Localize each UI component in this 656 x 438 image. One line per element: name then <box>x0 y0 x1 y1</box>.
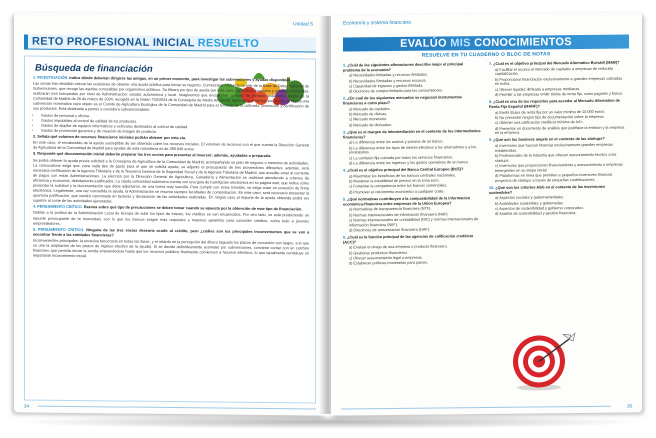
quiz-question <box>343 129 481 166</box>
answer-option: b) Profesionales de la industria que ofrecen asesoramiento técnico a las startups. <box>495 152 617 163</box>
question-text: ¿Qué son los criterios ASG en el contexto de las inversiones sostenibles? <box>489 184 606 195</box>
answer-option: b) Necesidades ilimitadas y recursos escasos. <box>349 78 427 84</box>
answer-option: c) Normas internacionales de contabilidad (NIC) y normas internacionales de información financiera (NIIF). <box>349 216 479 228</box>
answer-option: d) Establecer políticas monetarias para países. <box>349 261 429 266</box>
question-number: 10. <box>489 186 495 191</box>
answer-option: b) Mercado de divisas. <box>349 112 388 117</box>
page-number-right: 35 <box>626 403 632 409</box>
list-item: • Gastos imputables al control de calidad de los productos. <box>41 118 309 126</box>
question-number: 6. <box>343 235 347 240</box>
footer-divider <box>38 406 316 410</box>
answer-option: c) Inversores que proporcionan financiamiento y asesoramiento a empresas emergentes en su etapa inicial. <box>495 162 623 173</box>
quiz-question <box>489 185 627 218</box>
q1-text: Indica dónde deberían dirigirse las amigas, en un primer momento, para investigar las subvenciones y ayudas disponibles. <box>68 75 292 83</box>
q2-number: 2. <box>33 134 37 139</box>
quiz-question <box>489 137 627 184</box>
book-shadow <box>8 415 648 429</box>
answer-option: a) Inversores que buscan financiar exclusivamente grandes empresas establecidas. <box>495 142 613 153</box>
question-text: ¿Qué son los business angels en el contexto de las startups? <box>493 137 605 143</box>
answer-option: d) Mercado de derivados. <box>349 122 393 128</box>
answer-option: a) Normativas de transparencia financiera (NTF). <box>349 206 432 212</box>
quiz-question <box>343 234 481 267</box>
answer-option: b) Normas internacionales de información financiera (NIIF). <box>349 211 449 217</box>
q1-label: INVESTIGACIÓN. <box>37 75 69 80</box>
answer-option: a) Emitir títulos de renta fija por un valor mínimo de 10.000 euros. <box>495 109 606 115</box>
quiz-question <box>343 62 481 95</box>
answer-option: d) Permitir a las empresas emitir títulos de renta fija, como pagarés y bonos. <box>495 91 624 97</box>
answer-option: c) Ofrecer asesoramiento legal a empresas. <box>349 255 423 261</box>
answer-option: a) Evaluar el riesgo de una empresa o producto financiero. <box>349 244 448 250</box>
answer-option: c) Aspectos de sostenibilidad y gobierno corporativo. <box>495 206 584 212</box>
question-number: 3. <box>343 130 347 135</box>
answer-option: d) Directrices de armonización financiera (DAF). <box>349 227 431 233</box>
right-page <box>331 12 642 415</box>
question-number: 9. <box>489 138 493 143</box>
answer-option: c) Mercado monetario. <box>349 117 387 122</box>
answer-option: a) Aspectos sociales y gubernamentales. <box>495 195 565 201</box>
question-number: 5. <box>343 197 347 202</box>
question-text: ¿Qué normativas contribuyen a la comparabilidad de la información económico-financiera entre empresas de la Unión Europea? <box>343 196 471 207</box>
answer-option: b) La diferencia entre los tipos de interés efectivos a los ahorradores y a los prestatarios. <box>349 144 477 155</box>
answer-option: d) La diferencia entre los ingresos y los gastos operativos de un banco. <box>349 160 469 166</box>
question-text: ¿Cuál de las siguientes afirmaciones describe mejor el principal problema de la economía? <box>343 62 464 73</box>
q4-label: PENSAMIENTO CRÍTICO. <box>37 204 83 210</box>
answer-option: b) Actividades sostenibles y gobernadas. <box>495 200 564 206</box>
answer-2: En este caso, el encabezado de la ayuda susceptible de ser obtenida cubre los recursos iniciales. El volumen de recursos con el que cuenta la Dirección General de Agricultura de la Comunidad de Madrid para ayudas de esta naturaleza es de 289.640 euros. <box>33 140 309 152</box>
answer-option: c) Capacidad de ingresos y gastos ilimitada. <box>349 83 424 89</box>
answer-1: Las socias han decidido valorar las ocasiones de obtener una ayuda pública para iniciar su negocio. Comenzarán visitando la web de la Base de Datos Nacional de Subvenciones, que recoge las ayudas concedidas por organismos públicos. Se filtrará por tipo de ayuda (en este caso, agricultura ecológica y comercio minorista); realizarán tres búsquedas por nivel de Administración: estatal, autonómica y local. Imaginemos que encuentran, a modo de ejemplo, esta rama: Ayuda de la Comunidad de Madrid de 26 de marzo de 2024, recogida en la Orden 750/2024 de la Consejería de Medio Ambiente, Agricultura e Interior, por la que se regula una subvención nominativa cuyo objeto es el Comité de Agricultura Ecológica de la Comunidad de Madrid para el fomento de lo cultivado, promoción y certificación de sus productos. Está destinada a pymes y considera subvencionables: <box>33 81 309 113</box>
answer-option: d) Opciones de compra limitada para los consumidores. <box>349 88 443 94</box>
quiz-question <box>489 61 627 98</box>
open-book <box>8 14 648 419</box>
q4-number: 4. <box>33 204 37 209</box>
q5-label: PENSAMIENTO CRÍTICO. <box>38 227 85 232</box>
answer-option: b) Gestionar productos financieros. <box>349 250 409 256</box>
answer-option: a) Maximizar los beneficios de los bancos centrales nacionales. <box>349 173 456 179</box>
unit-label: Unidad 5 <box>292 21 313 28</box>
question-text: ¿Cuál es uno de los requisitos para acceder al Mercado Alternativo de Renta Fija Español (MARF)? <box>489 98 620 109</box>
subtitle: RESUELVE EN TU CUADERNO O BLOC DE NOTAS <box>421 51 551 59</box>
list-item: • Gastos de personal y oficina. <box>41 113 309 121</box>
answer-option: a) Necesidades limitadas y recursos ilimitados. <box>349 72 428 78</box>
q3-number: 3. <box>33 151 37 157</box>
quiz-column-2 <box>489 61 627 220</box>
answer-option: d) Presentar un documento de análisis que justifique la emisión y la empresa en la empresa. <box>495 125 625 136</box>
answer-option: a) La diferencia entre los activos y pasivos de un banco. <box>349 139 444 145</box>
title-main: EVALÚO <box>400 37 451 50</box>
answer-5: Inconvenientes principales: la excesiva burocracia en todas las fases, y el retardo en la percepción del dinero (aguado los plazos de concesión son largos, a lo que se une la ampliación de los plazos de ingreso efectivo de la ayuda). Si se decide definitivamente acometer por subvenciones, conviene contar con un colchón financiero que permita iniciar la senda emprendedora hasta que los recursos públicos finalmente comiencen a hacerse efectivos, lo que igualmente constituye un importante inconveniente inicial. <box>33 238 309 259</box>
right-page-title <box>343 35 629 52</box>
answer-option: b) Mantener la estabilidad de precios en la zona euro. <box>349 178 440 184</box>
quiz-question <box>343 196 481 233</box>
answer-option: b) Proporcionar financiación exclusivamente a grandes empresas cotizadas en bolsa. <box>495 76 623 87</box>
answer-option: c) Ofrecer liquidez ilimitada a empresas medianas. <box>495 86 581 92</box>
q5-number: 5. <box>33 227 37 232</box>
topic-label: Economía y sistema financiero <box>343 19 412 27</box>
footer-divider <box>341 406 611 410</box>
list-item: • Gastos de promoción genérica y de creación de imagen de producto. <box>41 128 309 136</box>
answer-4: Debido a la política de la Administración Local de Europa de subir los tipos de interés, los créditos se ven encarecidos. Por otro lado, se está produciendo un repunte preocupante de la morosidad, con lo que los bancos exigen más requisitos y mayores garantías para conceder créditos, sobre todo a jóvenes emprendedores. <box>33 211 309 226</box>
page-number-left: 34 <box>24 403 30 409</box>
question-text: ¿Cuál es el objetivo principal del Banco Central Europeo (BCE)? <box>347 167 464 173</box>
question-number: 2. <box>343 96 347 101</box>
title-main: RETO PROFESIONAL INICIAL <box>32 35 198 50</box>
q1-number: 1. <box>33 75 37 80</box>
eligible-costs-list <box>41 113 309 136</box>
answer-option: b) No presentar ningún tipo de documentación sobre la empresa. <box>495 114 605 120</box>
question-number: 8. <box>489 100 493 105</box>
question-number: 7. <box>489 61 493 66</box>
q4-text: Razona sobre qué tipo de precauciones se deben tomar cuando se apuesta por la obtención de este tipo de financiación. <box>82 205 303 212</box>
answer-option: a) Mercado de capitales. <box>349 106 391 112</box>
q5-text: Ninguna de las tres socias desearía acudir al crédito, pero ¿cuáles son los principales inconvenientes que se van a encontrar frente a las entidades financieras? <box>33 227 310 238</box>
answer-option: c) Fomentar la competencia entre los bancos comerciales. <box>349 183 448 189</box>
reto-content-box <box>24 55 316 403</box>
quiz-column-1 <box>343 62 481 269</box>
left-page-title <box>24 34 316 52</box>
answer-3: Se podrá obtener la ayuda previa solicitud a la Consejería de Agricultura de la Comunidad de Madrid, acompañando un plan de negocio o memoria de actividades. La convocatoria exige que, para cada tipo de gasto para el que se solicita ayuda, se adjunte el presupuesto de tres proveedores diferentes; además, será necesaria certificación de la Agencia Tributaria y de la Tesorería General de la Seguridad Social y de la Agencia Tributaria de Madrid, que acredite estar al corriente de pagos con estas Administraciones. La elección por la Dirección General de Agricultura, Ganadería y Alimentación se realizará atendiendo a criterios de eficiencia y economía, debidamente justificados. La citada comunidad autónoma cuenta con una guía de tramitación electrónica en su página web, que indica cómo presentar la solicitud y la documentación que debe adjuntarse, de una forma muy sencilla. Para cumplir con estos trámites, se exige estar en posesión de firma electrónica. Legalmente, una vez concedida la ayuda, la Administración se reserva siempre facultades de comprobación. En este caso, será necesario presentar la oportuna justificación, que vendrá concretada en facturas y declaración de las actividades realizadas. En ningún caso el importe de la ayuda obtenida podrá ser superior al coste de las actividades ejecutadas. <box>33 158 309 204</box>
answer-option: d) Análisis de sostenibilidad y gestión financiera. <box>495 211 577 217</box>
question-text: ¿Cuál es el objetivo principal del Mercado Alternativo Bursátil (MAB)? <box>493 60 620 66</box>
answer-option: c) Obtener una calificación crediticia mínima de AA+. <box>495 120 584 126</box>
title-accent: MIS <box>450 37 471 50</box>
title-accent: RESUELTO <box>197 37 260 50</box>
section-heading: Búsqueda de financiación <box>35 62 153 75</box>
answer-option: c) La comisión fija cobrada por todos los servicios financieros. <box>349 155 454 161</box>
answer-option: a) Facilitar el acceso al mercado de capitales a empresas de reducida capitalización. <box>495 66 613 77</box>
question-text: ¿Qué es el margen de intermediación en el contexto de los intermediarios financieros? <box>343 128 481 140</box>
list-item: • Gastos de alquiler de equipos informáticos y vehículos destinados al control de calidad. <box>41 123 309 131</box>
q3-text: Responde qué documentación inicial deberán preparar las tres socias para presentar al inversor; además, ayudadas a prepararla. <box>37 152 272 159</box>
quiz-question <box>489 99 627 136</box>
answer-option: d) Promover el crecimiento económico a cualquier coste. <box>349 189 445 195</box>
q2-text: Señala qué volumen de recursos financieros iniciales podrán obtener por esta vía. <box>37 134 186 141</box>
question-number: 4. <box>343 168 347 173</box>
target-dart-illustration <box>505 331 577 392</box>
question-number: 1. <box>343 63 347 68</box>
quiz-question <box>343 167 481 195</box>
question-text: ¿En cuál de los siguientes mercados se negocian instrumentos financieros a corto plazo? <box>343 95 463 106</box>
question-text: ¿Cuál es la función principal de las agencias de calificación crediticia (ACC)? <box>343 234 473 245</box>
answer-option: d) Plataformas en línea que permiten a pequeños inversores financiar proyectos de startups a través de pequeñas contribuciones. <box>495 172 613 183</box>
quiz-question <box>343 96 481 129</box>
left-page <box>14 12 325 415</box>
title-end: CONOCIMIENTOS <box>470 36 572 50</box>
reto-text-part-1 <box>33 76 309 263</box>
